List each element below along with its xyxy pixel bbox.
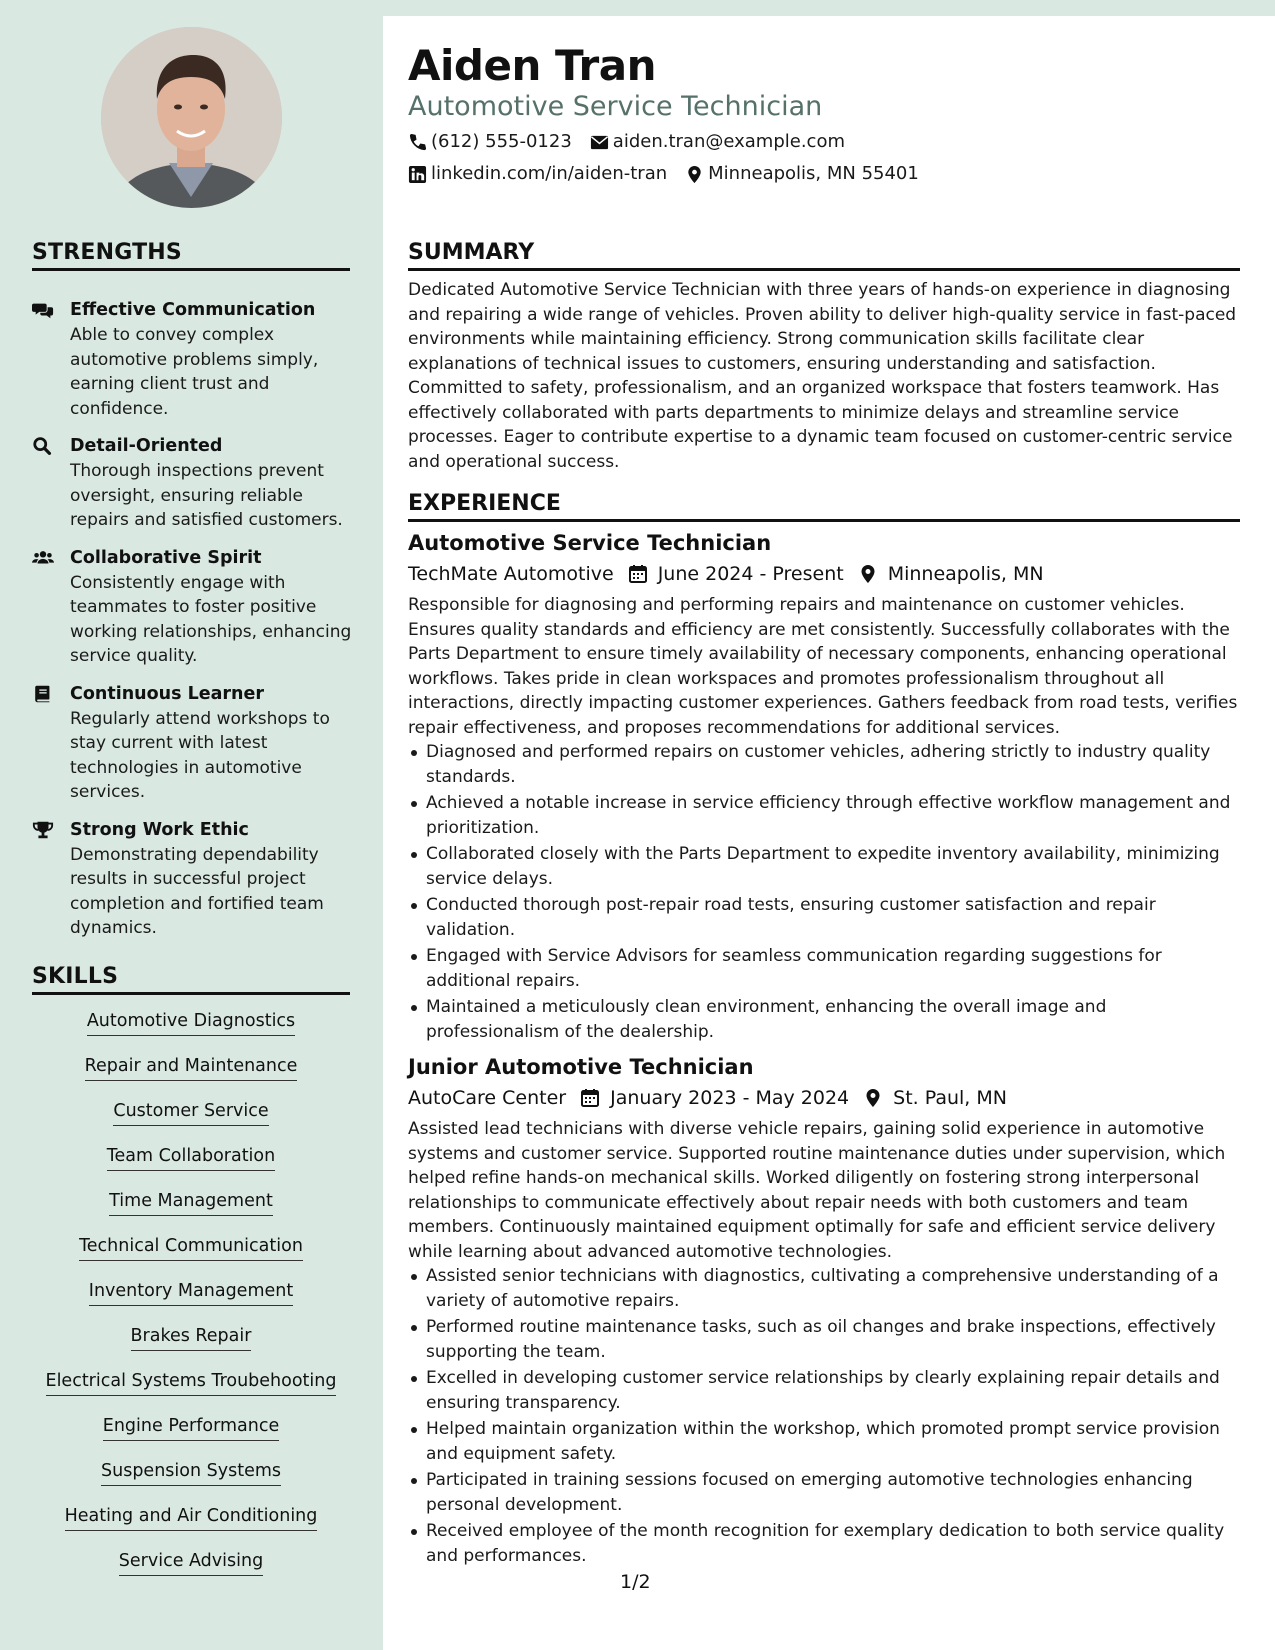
list-item: Collaborated closely with the Parts Department to expedite inventory availability, minimizing service delays. bbox=[426, 842, 1240, 891]
job-description: Assisted lead technicians with diverse vehicle repairs, gaining solid experience in automotive systems and customer service. Supported routine maintenance duties under supervision, which helped refine hands-on mechanical skills. Worked diligently on fostering strong interpersonal relationships to communicate effectively about repair needs with both customers and team members. Continuously maintained equipment optimally for safe and efficient service delivery while learning about advanced automotive technologies. bbox=[408, 1119, 1226, 1262]
job-dates: January 2023 - May 2024 bbox=[610, 1087, 850, 1109]
strengths-list bbox=[32, 298, 352, 954]
skill-item: Service Advising bbox=[119, 1550, 263, 1576]
linkedin-contact[interactable] bbox=[408, 158, 667, 190]
list-item: Assisted senior technicians with diagnostics, cultivating a comprehensive understanding of a variety of automotive repairs. bbox=[426, 1264, 1240, 1313]
list-item: Performed routine maintenance tasks, such as oil changes and brake inspections, effectively supporting the team. bbox=[426, 1315, 1240, 1364]
job-title: Automotive Service Technician bbox=[408, 531, 772, 555]
strength-desc: Consistently engage with teammates to foster positive working relationships, enhancing service quality. bbox=[70, 572, 352, 666]
skill-item: Customer Service bbox=[113, 1100, 268, 1126]
strengths-title: STRENGTHS bbox=[32, 240, 350, 271]
job-entry bbox=[408, 1052, 1240, 1568]
contact-row-2 bbox=[408, 158, 1240, 190]
trophy-icon bbox=[32, 818, 70, 941]
page-number: 1/2 bbox=[620, 1571, 651, 1593]
skill-item: Technical Communication bbox=[79, 1235, 303, 1261]
calendar-icon bbox=[580, 1088, 600, 1108]
skill-item: Automotive Diagnostics bbox=[87, 1010, 295, 1036]
phone-text: (612) 555-0123 bbox=[431, 131, 572, 152]
list-item: Participated in training sessions focused on emerging automotive technologies enhancing personal development. bbox=[426, 1468, 1240, 1517]
skill-item: Suspension Systems bbox=[101, 1460, 281, 1486]
job-entry bbox=[408, 528, 1240, 1044]
strength-title: Collaborative Spirit bbox=[70, 547, 262, 568]
strength-desc: Demonstrating dependability results in successful project completion and fortified team dynamics. bbox=[70, 844, 324, 938]
map-pin-icon bbox=[685, 165, 704, 184]
skill-item: Team Collaboration bbox=[107, 1145, 275, 1171]
list-item: Maintained a meticulously clean environment, enhancing the overall image and professionalism of the dealership. bbox=[426, 995, 1240, 1044]
book-icon bbox=[32, 682, 70, 805]
profile-photo bbox=[101, 27, 282, 208]
job-bullets bbox=[408, 740, 1240, 1044]
strength-desc: Regularly attend workshops to stay current with latest technologies in automotive services. bbox=[70, 708, 330, 802]
job-meta bbox=[408, 558, 1240, 590]
linkedin-icon bbox=[408, 165, 427, 184]
strength-desc: Able to convey complex automotive problems simply, earning client trust and confidence. bbox=[70, 325, 319, 419]
strength-title: Strong Work Ethic bbox=[70, 819, 249, 840]
users-icon bbox=[32, 546, 70, 669]
strength-item bbox=[32, 434, 352, 533]
strength-title: Detail-Oriented bbox=[70, 436, 223, 456]
candidate-role: Automotive Service Technician bbox=[408, 91, 823, 122]
search-icon bbox=[32, 434, 70, 533]
location-contact bbox=[685, 158, 919, 190]
email-text[interactable]: aiden.tran@example.com bbox=[612, 131, 845, 152]
list-item: Received employee of the month recognition for exemplary dedication to both service quality and performances. bbox=[426, 1519, 1240, 1568]
list-item: Engaged with Service Advisors for seamless communication regarding suggestions for additional repairs. bbox=[426, 944, 1240, 993]
skill-item: Brakes Repair bbox=[131, 1325, 252, 1351]
skill-item: Engine Performance bbox=[103, 1415, 279, 1441]
strength-title: Effective Communication bbox=[70, 300, 316, 320]
strength-item bbox=[32, 298, 352, 421]
job-title: Junior Automotive Technician bbox=[408, 1055, 754, 1079]
experience-title: EXPERIENCE bbox=[408, 491, 1240, 522]
calendar-icon bbox=[628, 564, 648, 584]
job-company: TechMate Automotive bbox=[408, 563, 614, 585]
skills-list bbox=[32, 1010, 350, 1595]
list-item: Conducted thorough post-repair road tests, ensuring customer satisfaction and repair validation. bbox=[426, 893, 1240, 942]
summary-text: Dedicated Automotive Service Technician with three years of hands-on experience in diagnosing and repairing a wide range of vehicles. Proven ability to deliver high-quality service in fast-paced environments while maintaining efficiency. Strong communication skills facilitate clear explanations of technical issues to customers, ensuring understanding and satisfaction. Committed to safety, professionalism, and an organized workspace that fosters teamwork. Has effectively collaborated with parts departments to minimize delays and streamline service processes. Eager to contribute expertise to a dynamic team focused on customer-centric service and operational success. bbox=[408, 280, 1237, 472]
candidate-name: Aiden Tran bbox=[408, 41, 656, 90]
strength-item bbox=[32, 546, 352, 669]
map-pin-icon bbox=[863, 1088, 883, 1108]
list-item: Excelled in developing customer service relationships by clearly explaining repair details and ensuring transparency. bbox=[426, 1366, 1240, 1415]
main-content bbox=[408, 40, 1240, 1570]
skill-item: Time Management bbox=[109, 1190, 273, 1216]
skill-item: Repair and Maintenance bbox=[85, 1055, 298, 1081]
skill-item: Electrical Systems Troubehooting bbox=[46, 1370, 337, 1396]
contact-row bbox=[408, 126, 1240, 158]
strength-item bbox=[32, 818, 352, 941]
strength-title: Continuous Learner bbox=[70, 683, 265, 704]
location-text: Minneapolis, MN 55401 bbox=[708, 163, 919, 184]
job-dates: June 2024 - Present bbox=[657, 563, 844, 585]
envelope-icon bbox=[590, 133, 609, 152]
skill-item: Heating and Air Conditioning bbox=[65, 1505, 318, 1531]
linkedin-text[interactable]: linkedin.com/in/aiden-tran bbox=[431, 163, 668, 184]
list-item: Achieved a notable increase in service efficiency through effective workflow management and prioritization. bbox=[426, 791, 1240, 840]
email-contact[interactable] bbox=[590, 126, 845, 158]
strength-desc: Thorough inspections prevent oversight, ensuring reliable repairs and satisfied customers. bbox=[70, 461, 343, 530]
job-meta bbox=[408, 1082, 1240, 1114]
summary-title: SUMMARY bbox=[408, 240, 1240, 271]
comments-icon bbox=[32, 298, 70, 421]
list-item: Diagnosed and performed repairs on customer vehicles, adhering strictly to industry quality standards. bbox=[426, 740, 1240, 789]
job-bullets bbox=[408, 1264, 1240, 1568]
skill-item: Inventory Management bbox=[89, 1280, 293, 1306]
skills-title: SKILLS bbox=[32, 964, 350, 995]
job-company: AutoCare Center bbox=[408, 1087, 567, 1109]
job-description: Responsible for diagnosing and performing repairs and maintenance on customer vehicles. Ensures quality standards and efficiency are met consistently. Successfully collaborates with the Parts Department to ensure timely availability of necessary components, enhancing operational workflows. Takes pride in clean workspaces and promotes professionalism throughout all interactions, directly impacting customer experiences. Gathers feedback from road tests, verifies repair effectiveness, and proposes recommendations for additional services. bbox=[408, 595, 1238, 738]
strength-item bbox=[32, 682, 352, 805]
phone-icon bbox=[408, 133, 427, 152]
job-location: St. Paul, MN bbox=[893, 1087, 1007, 1109]
sidebar bbox=[0, 0, 383, 1650]
job-location: Minneapolis, MN bbox=[887, 563, 1044, 585]
map-pin-icon bbox=[858, 564, 878, 584]
phone-contact bbox=[408, 126, 572, 158]
list-item: Helped maintain organization within the workshop, which promoted prompt service provision and equipment safety. bbox=[426, 1417, 1240, 1466]
